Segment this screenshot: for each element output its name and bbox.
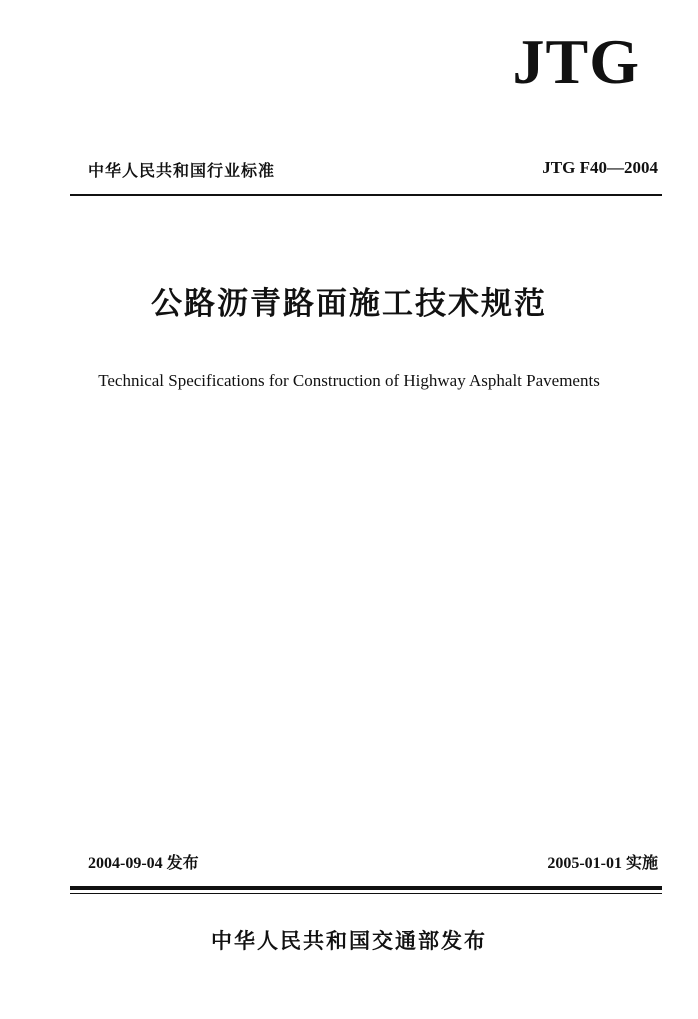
bottom-divider-thin xyxy=(70,893,662,894)
issue-date: 2004-09-04 发布 xyxy=(88,855,199,872)
standard-code: JTG F40—2004 xyxy=(542,158,658,177)
implementation-date: 2005-01-01 实施 xyxy=(547,855,658,872)
top-divider xyxy=(70,194,662,196)
document-title-chinese: 公路沥青路面施工技术规范 xyxy=(151,286,547,321)
document-title-english: Technical Specifications for Construction of Highway Asphalt Pavements xyxy=(98,371,600,390)
publisher: 中华人民共和国交通部发布 xyxy=(211,929,487,953)
jtg-logo: JTG xyxy=(512,26,640,97)
bottom-divider-thick xyxy=(70,886,662,890)
standard-category: 中华人民共和国行业标准 xyxy=(88,161,276,180)
